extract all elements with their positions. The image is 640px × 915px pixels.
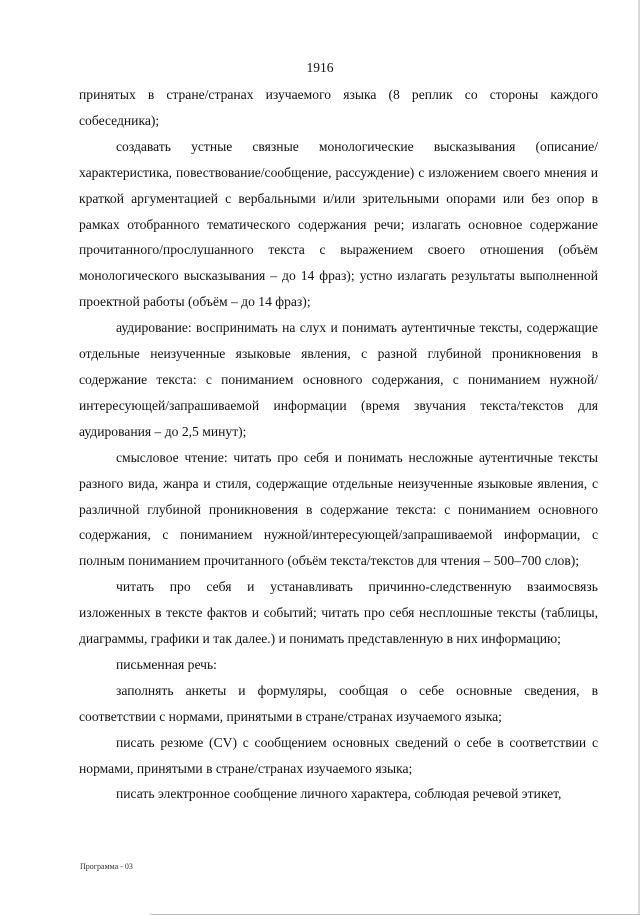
paragraph: писать электронное сообщение личного характера, соблюдая речевой этикет, (116, 786, 562, 802)
page-number: 1916 (306, 60, 334, 75)
paragraph: читать про себя и устанавливать причинно-следственную взаимосвязь изложенных в тексте фактов и событий; читать про себя несплошные тексты (таблицы, диаграммы, графики и так далее.) и понимать представленную в них информацию; (79, 579, 598, 647)
body-text (79, 82, 598, 807)
paragraph: писать резюме (CV) с сообщением основных сведений о себе в соответствии с нормами, принятыми в стране/странах изучаемого языка; (79, 734, 598, 776)
paragraph: создавать устные связные монологические высказывания (описание/характеристика, повествование/сообщение, рассуждение) с изложением своего мнения и краткой аргументацией с вербальными и/или зрительными опорами или без опор в рамках отобранного тематического содержания речи; излагать основное содержание прочитанного/прослушанного текста с выражением своего отношения (объём монологического высказывания – до 14 фраз); устно излагать результаты выполненной проектной работы (объём – до 14 фраз); (79, 138, 598, 310)
paragraph: принятых в стране/странах изучаемого языка (8 реплик со стороны каждого собеседника); (79, 87, 598, 128)
paragraph: аудирование: воспринимать на слух и понимать аутентичные тексты, содержащие отдельные неизученные языковые явления, с разной глубиной проникновения в содержание текста: с пониманием основного содержания, с пониманием нужной/интересующей/запрашиваемой информации (время звучания текста/текстов для аудирования – до 2,5 минут); (79, 320, 598, 439)
paragraph: заполнять анкеты и формуляры, сообщая о себе основные сведения, в соответствии с нормами, принятыми в стране/странах изучаемого языка; (79, 682, 598, 724)
paragraph: смысловое чтение: читать про себя и понимать несложные аутентичные тексты разного вида, жанра и стиля, содержащие отдельные неизученные языковые явления, с различной глубиной проникновения в содержание текста: с пониманием основного содержания, с пониманием нужной/интересующей/запрашиваемой информации, с полным пониманием прочитанного (объём текста/текстов для чтения – 500–700 слов); (79, 449, 598, 569)
section-heading-written-speech: письменная речь: (116, 656, 217, 672)
footer-label: Программа - 03 (80, 862, 133, 871)
